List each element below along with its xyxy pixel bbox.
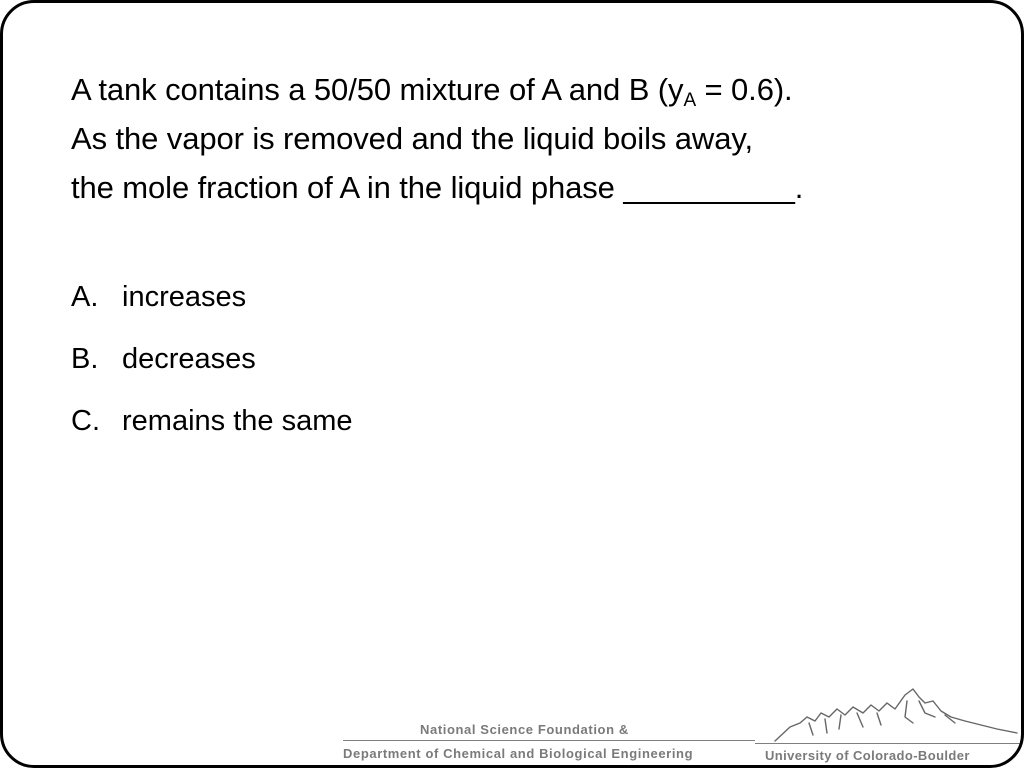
question-line-1-prefix: A tank contains a 50/50 mixture of A and B (y xyxy=(71,72,684,107)
option-a xyxy=(71,281,353,343)
footer-divider-upper xyxy=(343,740,755,741)
mountain-skyline-logo xyxy=(755,683,1024,745)
option-c xyxy=(71,405,353,467)
option-a-text: increases xyxy=(122,281,247,313)
footer xyxy=(3,683,1024,768)
sponsor-line-1: National Science Foundation & xyxy=(420,722,629,737)
option-b-text: decreases xyxy=(122,343,256,375)
university-name: University of Colorado-Boulder xyxy=(765,748,970,763)
question-subscript: A xyxy=(683,90,697,111)
question-line-3: the mole fraction of A in the liquid phase __________. xyxy=(71,170,804,205)
question-text xyxy=(71,65,991,212)
option-b xyxy=(71,343,353,405)
option-c-text: remains the same xyxy=(122,405,353,437)
option-c-letter: C. xyxy=(71,405,100,437)
question-line-1-suffix: = 0.6). xyxy=(696,72,793,107)
sponsor-line-2: Department of Chemical and Biological Engineering xyxy=(343,746,694,761)
question-line-2: As the vapor is removed and the liquid boils away, xyxy=(71,121,753,156)
answer-options xyxy=(71,281,353,467)
question-line-1 xyxy=(71,65,991,114)
option-b-letter: B. xyxy=(71,343,99,375)
option-a-letter: A. xyxy=(71,281,99,313)
